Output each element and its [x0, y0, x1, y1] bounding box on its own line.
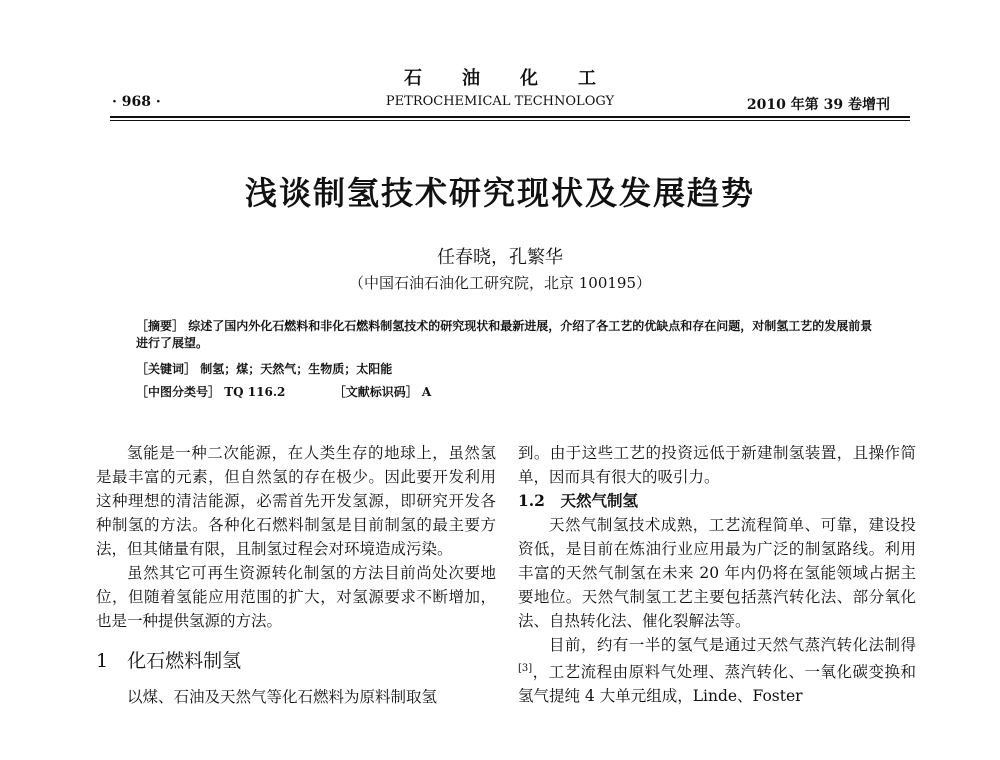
keywords-text: 制氢；煤；天然气；生物质；太阳能 — [200, 362, 393, 376]
affiliation: （中国石油石油化工研究院，北京 100195） — [348, 274, 652, 292]
paragraph-text: 目前，约有一半的氢气是通过天然气蒸汽转化法制得 — [549, 636, 916, 654]
citation-ref: [3] — [518, 663, 533, 674]
paragraph: 以煤、石油及天然气等化石燃料为原料制取氢 — [127, 688, 438, 706]
journal-name-en: PETROCHEMICAL TECHNOLOGY — [385, 94, 615, 109]
paragraph: 氢能是一种二次能源，在人类生存的地球上，虽然氢是最丰富的元素，但自然氢的存在极少。因此要开发利用这种理想的清洁能源，必需首先开发氢源，即研究开发各种制氢的方法。各种化石燃料制氢是目前制氢的最主要方法，但其储量有限，且制氢过程会对环境造成污染。 — [96, 444, 496, 558]
paragraph — [518, 633, 916, 708]
journal-char: 油 — [462, 68, 480, 89]
header-rule — [110, 116, 910, 118]
issue-info: 2010 年第 39 卷增刊 — [746, 97, 890, 113]
classification-label: ［中图分类号］ — [136, 385, 221, 399]
abstract-text: 综述了国内外化石燃料和非化石燃料制氢技术的研究现状和最新进展，介绍了各工艺的优缺点和存在问题，对制氢工艺的发展前景进行了展望。 — [136, 319, 873, 350]
section-heading: 1 化石燃料制氢 — [96, 650, 242, 672]
paragraph-text: ，工艺流程由原料气处理、蒸汽转化、一氧化碳变换和氢气提纯 4 大单元组成，Linde、Foster — [518, 663, 916, 706]
header-rule-thin — [110, 120, 910, 121]
doc-code-label: ［文献标识码］ — [333, 385, 418, 399]
classification — [136, 384, 876, 401]
body-column-left — [96, 441, 496, 709]
paragraph: 虽然其它可再生资源转化制氢的方法目前尚处次要地位，但随着氢能应用范围的扩大，对氢源要求不断增加，也是一种提供氢源的方法。 — [96, 564, 496, 630]
classification-value: TQ 116.2 — [224, 385, 286, 399]
abstract-label: ［摘要］ — [136, 319, 185, 333]
paragraph: 到。由于这些工艺的投资远低于新建制氢装置，且操作简单，因而具有很大的吸引力。 — [518, 444, 916, 486]
subsection-heading: 1.2 天然气制氢 — [518, 491, 638, 510]
journal-char: 工 — [578, 68, 596, 89]
keywords — [136, 361, 876, 378]
body-column-right — [518, 441, 916, 708]
abstract — [136, 318, 876, 352]
journal-char: 石 — [404, 68, 422, 89]
article-title: 浅谈制氢技术研究现状及发展趋势 — [244, 174, 755, 212]
doc-code-value: A — [421, 385, 432, 399]
journal-name-cn — [0, 64, 1000, 90]
keywords-label: ［关键词］ — [136, 362, 197, 376]
page-number: · 968 · — [112, 94, 161, 110]
paragraph: 天然气制氢技术成熟，工艺流程简单、可靠，建设投资低，是目前在炼油行业应用最为广泛的制氢路线。利用丰富的天然气制氢在未来 20 年内仍将在氢能领域占据主要地位。天然气制氢工艺主要包括蒸汽转化法、部分氧化法、自热转化法、催化裂解法等。 — [518, 516, 916, 630]
journal-char: 化 — [520, 68, 538, 89]
authors: 任春晓，孔繁华 — [437, 247, 563, 268]
